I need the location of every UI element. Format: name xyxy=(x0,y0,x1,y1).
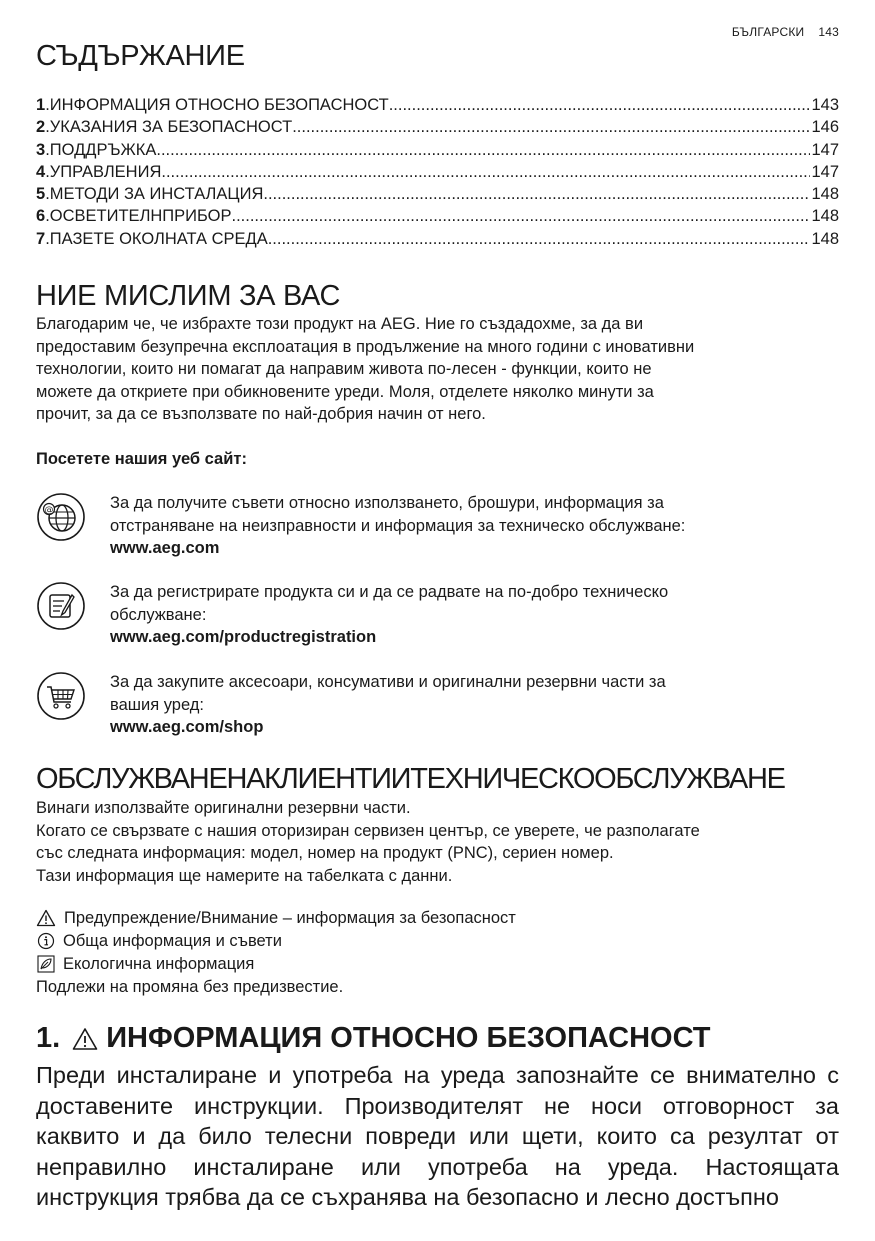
globe-at-icon xyxy=(36,492,86,542)
toc-label: УПРАВЛЕНИЯ xyxy=(49,162,162,181)
toc-item[interactable]: 6 . ОСВЕТИТЕЛНПРИБОР ..... 148 xyxy=(36,207,839,229)
shopping-cart-icon xyxy=(36,671,86,721)
contents-title: СЪДЪРЖАНИЕ xyxy=(36,40,245,72)
toc-page: 146 xyxy=(811,118,839,137)
legend-info: Обща информация и съвети xyxy=(36,930,282,953)
warning-triangle-icon xyxy=(72,1027,98,1051)
toc-page: 147 xyxy=(811,162,839,181)
site-info-row: За да регистрирате продукта си и да се радвате на по-добро техническо обслужване: www.aeg.com/productregistration xyxy=(36,581,839,661)
service-title: ОБСЛУЖВАНЕНАКЛИЕНТИИТЕХНИЧЕСКООБСЛУЖВАНЕ xyxy=(36,763,785,795)
site-info-row: За да закупите аксесоари, консумативи и оригинални резервни части за вашия уред: www.aeg.com/shop xyxy=(36,671,839,751)
service-paragraph: Винаги използвайте оригинални резервни части. Когато се свързвате с нашия оторизиран сервизен център, се уверете, че разполагате със следната информация: модел, номер на продукт (PNC), сериен номер. Тази информация ще намерите на табелката с данни. xyxy=(36,799,700,885)
toc-item[interactable]: 5 . МЕТОДИ ЗА ИНСТАЛАЦИЯ ..... 148 xyxy=(36,185,839,207)
eco-leaf-icon xyxy=(37,955,55,973)
warning-triangle-icon xyxy=(36,909,56,927)
legend-eco: Екологична информация xyxy=(36,953,254,976)
toc-item[interactable]: 7 . ПАЗЕТЕ ОКОЛНАТА СРЕДА ..... 148 xyxy=(36,230,839,252)
toc-label: ОСВЕТИТЕЛНПРИБОР xyxy=(49,207,232,226)
change-notice: Подлежи на промяна без предизвестие. xyxy=(36,978,344,996)
header-page-number: 143 xyxy=(818,25,839,39)
visit-website-label: Посетете нашия уеб сайт: xyxy=(36,450,247,468)
thinking-title: НИЕ МИСЛИМ ЗА ВАС xyxy=(36,280,341,312)
table-of-contents xyxy=(36,96,839,252)
toc-label: МЕТОДИ ЗА ИНСТАЛАЦИЯ xyxy=(49,185,264,204)
toc-item[interactable]: 2 . УКАЗАНИЯ ЗА БЕЗОПАСНОСТ ..... 146 xyxy=(36,118,839,140)
toc-label: УКАЗАНИЯ ЗА БЕЗОПАСНОСТ xyxy=(49,118,293,137)
running-header xyxy=(732,25,839,39)
toc-page: 143 xyxy=(811,96,839,114)
toc-item[interactable]: 3 . ПОДДРЪЖКА ..... 147 xyxy=(36,141,839,163)
toc-page: 147 xyxy=(811,140,839,159)
section-number: 1. xyxy=(36,1022,61,1054)
shop-link[interactable]: www.aeg.com/shop xyxy=(110,718,264,736)
toc-label: ПОДДРЪЖКА xyxy=(49,140,157,159)
toc-label: ИНФОРМАЦИЯ ОТНОСНО БЕЗОПАСНОСТ xyxy=(49,96,389,114)
legend-warning: Предупреждение/Внимание – информация за безопасност xyxy=(36,907,516,930)
manual-page xyxy=(36,0,839,1241)
section-title: ИНФОРМАЦИЯ ОТНОСНО БЕЗОПАСНОСТ xyxy=(106,1022,711,1054)
intro-paragraph: Благодарим че, че избрахте този продукт на AEG. Ние го създадохме, за да ви предоставим безупречна експлоатация в продължение на много години с иновативни технологии, които ни помагат да направим живота по-лесен - функции, които не можете да откриете при обикновените уреди. Моля, отделете няколко минути за прочит, за да се възползвате по най-добрия начин от него. xyxy=(36,315,695,423)
toc-item[interactable]: 4 . УПРАВЛЕНИЯ ..... 147 xyxy=(36,163,839,185)
toc-page: 148 xyxy=(811,207,839,226)
section-1-text: Преди инсталиране и употреба на уреда запознайте се внимателно с доставените инструкции. Производителят не носи отговорност за каквито и да било телесни повреди или щети, които са резултат от неправилно инсталиране или употреба на уреда. Настоящата инструкция трябва да се съхранява на безопасно и лесно достъпно xyxy=(36,1062,839,1210)
toc-page: 148 xyxy=(811,185,839,204)
registration-form-icon xyxy=(36,581,86,631)
section-1-heading xyxy=(36,1022,711,1055)
info-icon xyxy=(37,932,55,950)
toc-item[interactable]: 1 . ИНФОРМАЦИЯ ОТНОСНО БЕЗОПАСНОСТ ..... 143 xyxy=(36,96,839,118)
header-language: БЪЛГАРСКИ xyxy=(731,25,805,39)
toc-page: 148 xyxy=(811,229,839,248)
registration-link[interactable]: www.aeg.com/productregistration xyxy=(110,628,377,646)
svg-text:@: @ xyxy=(44,505,54,516)
support-link[interactable]: www.aeg.com xyxy=(110,539,220,557)
toc-label: ПАЗЕТЕ ОКОЛНАТА СРЕДА xyxy=(49,229,268,248)
site-info-row: @ За да получите съвети относно използването, брошури, информация за отстраняване на неизправности и информация за техническо обслужване: www.aeg.com xyxy=(36,492,839,572)
